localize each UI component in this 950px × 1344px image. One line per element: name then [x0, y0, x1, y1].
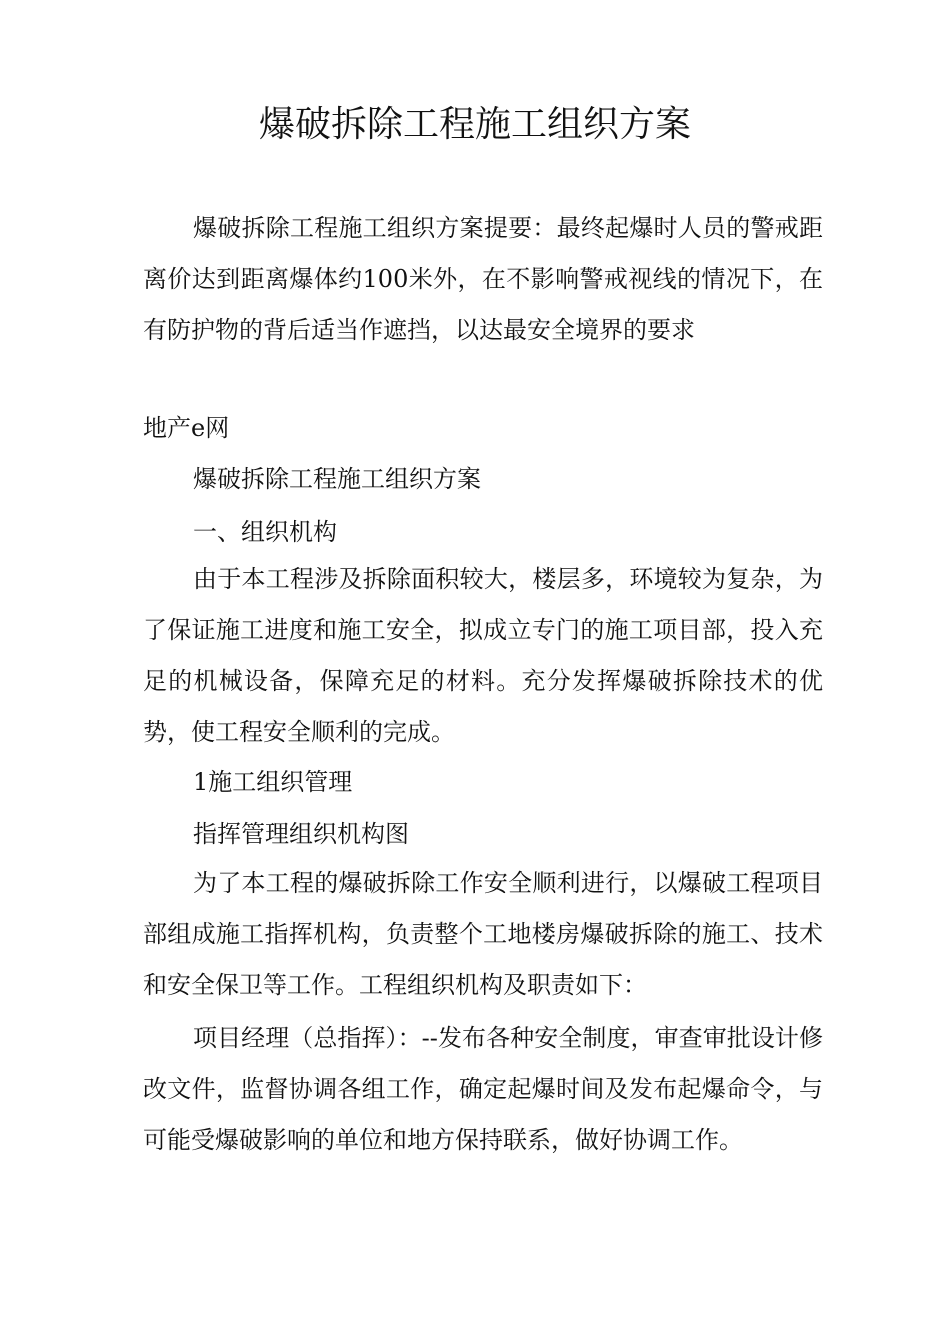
- subsection-heading-management: 1施工组织管理: [193, 768, 353, 796]
- command-structure-paragraph: 为了本工程的爆破拆除工作安全顺利进行，以爆破工程项目部组成施工指挥机构，负责整个工地楼房爆破拆除的施工、技术和安全保卫等工作。工程组织机构及职责如下：: [143, 869, 823, 999]
- section-heading-organization: 一、组织机构: [193, 518, 337, 546]
- summary-paragraph: 爆破拆除工程施工组织方案提要：最终起爆时人员的警戒距离价达到距离爆体约100米外，在不影响警戒视线的情况下，在有防护物的背后适当作遮挡，以达最安全境界的要求: [143, 214, 823, 344]
- manager-duty-paragraph: 项目经理（总指挥）：--发布各种安全制度，审查审批设计修改文件，监督协调各组工作，确定起爆时间及发布起爆命令，与可能受爆破影响的单位和地方保持联系，做好协调工作。: [143, 1024, 823, 1154]
- source-label: 地产e网: [143, 414, 230, 442]
- org-chart-caption: 指挥管理组织机构图: [193, 820, 409, 848]
- subtitle-line: 爆破拆除工程施工组织方案: [193, 465, 481, 493]
- document-title: 爆破拆除工程施工组织方案: [258, 104, 691, 145]
- organization-paragraph: 由于本工程涉及拆除面积较大，楼层多，环境较为复杂，为了保证施工进度和施工安全，拟成立专门的施工项目部，投入充足的机械设备，保障充足的材料。充分发挥爆破拆除技术的优势，使工程安全顺利的完成。: [143, 565, 823, 746]
